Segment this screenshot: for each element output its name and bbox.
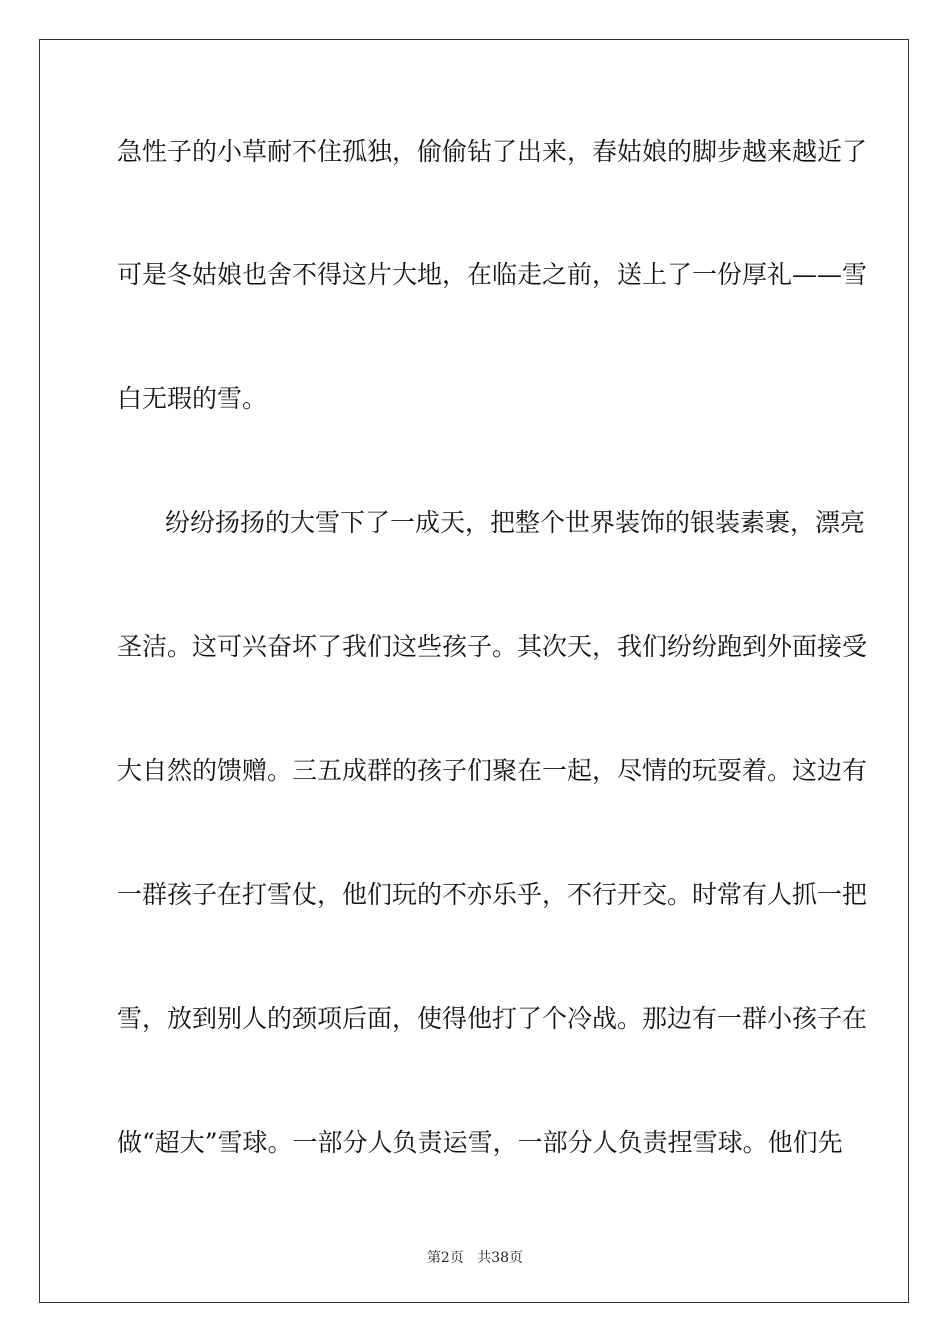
total-pages: 共38页 [477,1250,524,1266]
text-line-7: 一群孩子在打雪仗，他们玩的不亦乐乎，不行开交。时常有人抓一把 [117,880,868,909]
text-line-9: 做“超大”雪球。一部分人负责运雪，一部分人负责捏雪球。他们先 [117,1128,843,1157]
text-line-5: 圣洁。这可兴奋坏了我们这些孩子。其次天，我们纷纷跑到外面接受 [117,632,868,661]
text-line-3: 白无瑕的雪。 [117,384,268,413]
page-footer [0,1247,950,1267]
text-line-4: 纷纷扬扬的大雪下了一成天，把整个世界装饰的银装素裹，漂亮 [165,508,866,537]
text-line-8: 雪，放到别人的颈项后面，使得他打了个冷战。那边有一群小孩子在 [117,1004,868,1033]
page-number: 第2页 [426,1250,464,1266]
text-line-6: 大自然的馈赠。三五成群的孩子们聚在一起，尽情的玩耍着。这边有 [117,756,868,785]
text-line-2: 可是冬姑娘也舍不得这片大地，在临走之前，送上了一份厚礼——雪 [117,260,868,289]
text-line-1: 急性子的小草耐不住孤独，偷偷钻了出来，春姑娘的脚步越来越近了 [117,137,868,166]
page-border [39,39,909,1303]
